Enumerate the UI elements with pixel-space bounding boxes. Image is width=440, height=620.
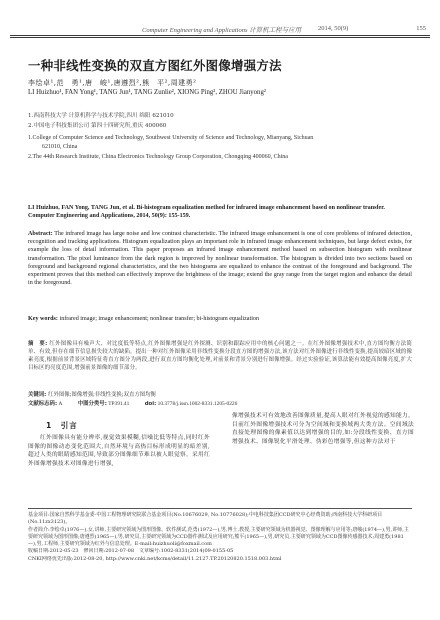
keywords-english xyxy=(28,315,412,323)
affiliation-2-cn: 2.中国电子科技集团公司 第四十四研究所,重庆 400060 xyxy=(28,123,167,129)
keywords-en-text: infrared image; image enhancement; nonlinear transfer; bi-histogram equalization xyxy=(59,316,259,322)
doc-code-value: A xyxy=(58,401,63,407)
footnotes xyxy=(28,508,412,563)
journal-name: Computer Engineering and Applications 计算机工程与应用 xyxy=(142,27,302,34)
footnote-received: 收稿日期:2012-05-23 修回日期:2012-07-08 文章编号:1002-8331(2014)09-0155-05 xyxy=(28,548,234,555)
header-rule xyxy=(10,35,430,36)
doi-label: doi: xyxy=(144,401,157,407)
authors-english: LI Huizhuo¹, FAN Yong¹, TANG Jun¹, TANG Zunlie², XIONG Ping², ZHOU Jianyong² xyxy=(28,89,266,96)
clc-value: TP391.41 xyxy=(108,401,130,407)
body-column-right: 像增强技术可有效地改善图像质量,提高人眼对红外视觉的感知能力。目前红外图像增强技术可分为空间域和变换域两大类方法。空间域法直接处理图像的像素值以达到增强的目的,如:分段线性变换、直方图增强技术、图像锐化平滑处理、伪彩色增强等,但这种方法对于 xyxy=(232,413,414,445)
footnote-online: CNKI网络优先出版:2012-08-20, http://www.cnki.net/kcms/detail/11.2127.TP.20120820.1518.003.html xyxy=(28,555,282,562)
keywords-cn-label: 关键词: xyxy=(28,392,47,398)
abstract-en-label: Abstract: xyxy=(28,231,53,237)
running-header xyxy=(10,20,430,38)
doc-code-label: 文献标志码: xyxy=(28,401,58,407)
keywords-en-label: Key words: xyxy=(28,316,58,322)
affiliation-2-en: 2.The 44th Research Institute, China Electronics Technology Group Corporation, Chongqing 400060, China xyxy=(28,154,288,160)
keywords-chinese xyxy=(28,391,412,399)
affiliation-1-en-cont: 621010, China xyxy=(42,144,78,150)
affiliation-1-cn: 1.西南科技大学 计算机科学与技术学院,四川 绵阳 621010 xyxy=(28,113,174,119)
doi-value: 10.3778/j.issn.1002-8331.1205-0226 xyxy=(157,401,238,407)
footnote-authors: 作者简介:李绘卓(1976—),女,讲师,主要研究领域为图形图像、软件测试,范勇(1972—),男,博士,教授,主要研究领域为机器视觉、图像理解与应用等;唐峻(1974—),男,讲师,主要研究领域为图形图像;唐遵烈(1965—),男,研究员,主要研究领域为CCD器件测试及应用研究;熊平(1965—),男,研究员,主要研究领域为CCD图像传感器技术;周建勇(1981—),男,工程师,主要研究领域为红外与信息处理。E-mail:huizhuoli@foxmail.com xyxy=(28,526,409,548)
abstract-cn-text: 红外图像具有噪声大、对比度低等特点,红外图像增强是红外探测、识别和跟踪应用中的核心问题之一。在红外图像增强技术中,直方图均衡方法简单、有效,但存在细节信息损失较大的缺陷。提出一种对红外图像采用非线性变换分段直方图的增强方法,该方法对红外图像进行非线性变换,提高较暗区域的像素亮度,根据前景背景区域特征将直方图分为两段,进行双直方图均衡化处理,对前景和背景分别进行图像增强。经过实验验证,该算法能有效提高图像亮度,扩大目标区的亮度范围,增强前景图像的细节部分。 xyxy=(28,341,412,372)
abstract-english xyxy=(28,230,412,287)
citation: LI Huizhuo, FAN Yong, TANG Jun, et al. Bi-histogram equalization method for infrared image enhancement based on nonlinear transfer. Computer Engineering and Applications, 2014, 50(9): 155-159. xyxy=(28,205,385,220)
keywords-cn-text: 红外图像;图像增强;非线性变换;双直方图均衡 xyxy=(48,392,156,398)
classification-line xyxy=(28,400,412,408)
footnote-funding: 基金项目:国家自然科学基金委-中国工程物理研究院联合基金项目(No.10676029, No.10776028);中电科技集团CCD研究中心经费资助;西南科技大学科研项目(No.11zx3123)。 xyxy=(28,512,383,526)
abstract-en-text: The infrared image has large noise and low contrast characteristic. The infrared image enhancement is one of core problems of infrared detection, recognition and tracking applications. Histogram equalization plays an important role in infrared image enhancement techniques, but large defect exists, for example the loss of detail information. This paper proposes an infrared image enhancement method based on subsection histogram with nonlinear transformation. The pixel luminance from the dark region is improved by nonlinear transformation. The histogram is divided into two sections based on foreground and background regional characteristics, and the two histograms are equalized to enhance the contrast of the foreground and background. The experiment proves that this method can effectively improve the brightness of the image; extend the gray range from the target region and enhance the detail in the foreground. xyxy=(28,231,412,287)
authors-chinese: 李绘卓¹,范 勇¹,唐 峻¹,唐遵烈²,熊 平²,周建勇² xyxy=(28,79,197,87)
body-column-left: 红外图像具有能分辨率,视觉效果模糊,信噪比低等特点,同时红外图像的图像动态变化范围大,自然环境与高热目标形成明显的暗差别,超过人类的眼睛感知范围,导致部分图像细节难以被人眼觉察。采用红外图像增强技术对图像进行增强, xyxy=(28,435,210,467)
affiliation-1-en: 1.College of Computer Science and Technology, Southwest University of Science and Technology, Mianyang, Sichuan xyxy=(28,135,314,141)
abstract-chinese xyxy=(28,340,412,372)
abstract-cn-label: 摘 要: xyxy=(28,341,48,347)
issue-number: 2014, 50(9) xyxy=(318,25,349,32)
page-number: 155 xyxy=(416,25,426,32)
section-heading-introduction: 1 引言 xyxy=(46,421,78,430)
paper-title: 一种非线性变换的双直方图红外图像增强方法 xyxy=(28,58,282,73)
clc-label: 中图分类号: xyxy=(77,401,107,407)
